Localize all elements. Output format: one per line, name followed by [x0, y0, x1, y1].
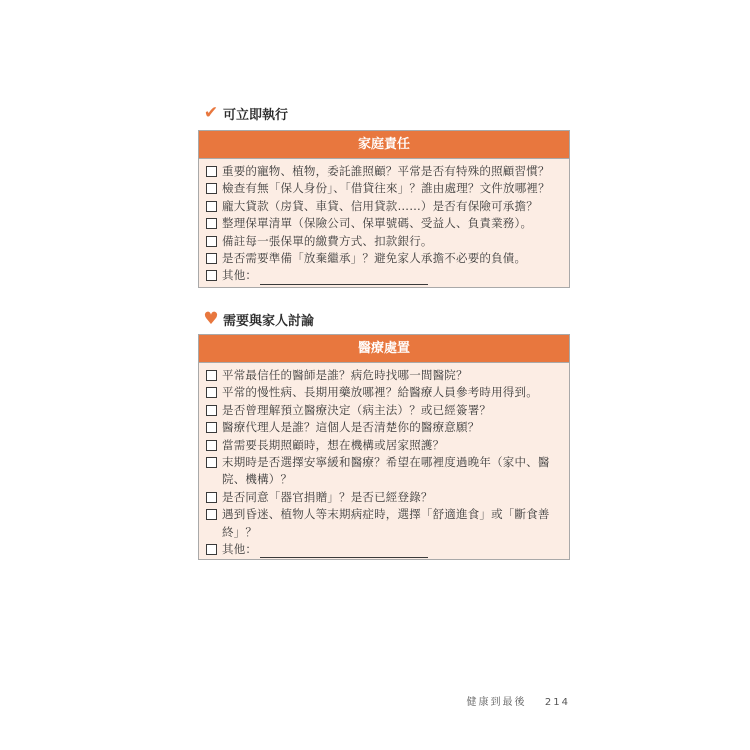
checklist-item-text: 整理保單清單（保險公司、保單號碼、受益人、負責業務）。 [222, 216, 533, 231]
checklist-item [206, 163, 563, 180]
checkbox[interactable] [206, 387, 217, 398]
checklist-item-text: 龐大貸款（房貸、車貸、信用貸款……）是否有保險可承擔？ [222, 198, 538, 213]
checklist-item-other [206, 541, 563, 558]
checkbox[interactable] [206, 422, 217, 433]
checkbox[interactable] [206, 201, 217, 212]
checklist-item-text: 是否曾理解預立醫療決定（病主法）？或已經簽署？ [222, 402, 492, 417]
checkbox[interactable] [206, 440, 217, 451]
checklist-item [206, 489, 563, 506]
other-label-text: 其他： [222, 542, 258, 557]
checkbox[interactable] [206, 270, 217, 281]
checkbox[interactable] [206, 457, 217, 468]
checklist-item-text: 醫療代理人是誰？這個人是否清楚你的醫療意願？ [222, 420, 480, 435]
checkmark-icon: ✔ [203, 103, 219, 123]
checklist-item [206, 198, 563, 215]
checklist-item-other [206, 267, 563, 284]
heart-icon: ♥ [203, 309, 219, 329]
section-heading-text: 可立即執行 [223, 108, 289, 123]
section-heading-discuss [203, 310, 314, 329]
checklist [199, 159, 569, 289]
checklist-item [206, 180, 563, 197]
book-title: 健康到最後 [466, 697, 527, 708]
checkbox[interactable] [206, 509, 217, 520]
checkbox[interactable] [206, 183, 217, 194]
checkbox[interactable] [206, 166, 217, 177]
box-title: 家庭責任 [199, 131, 569, 159]
checklist-item [206, 437, 563, 454]
checkbox[interactable] [206, 405, 217, 416]
section-heading-text: 需要與家人討論 [223, 314, 315, 329]
checklist-item [206, 367, 563, 384]
checklist-item-text: 重要的寵物、植物，委託誰照顧？平常是否有特殊的照顧習慣？ [222, 164, 550, 178]
checkbox[interactable] [206, 253, 217, 264]
checklist-item-text: 平常最信任的醫師是誰？病危時找哪一間醫院？ [222, 368, 468, 382]
other-label [222, 541, 563, 558]
checklist-item [206, 215, 563, 232]
box-title: 醫療處置 [199, 335, 569, 363]
checklist-item [206, 384, 563, 401]
checklist-item [206, 506, 563, 541]
checklist-box-medical [198, 334, 570, 560]
checklist-item-text: 是否同意「器官捐贈」？是否已經登錄？ [222, 489, 433, 504]
section-heading-immediate [203, 104, 288, 123]
other-label-text: 其他： [222, 268, 258, 283]
checklist-item [206, 250, 563, 267]
checklist-item-text: 遇到昏迷、植物人等末期病症時，選擇「舒適進食」或「斷食善終」？ [222, 507, 550, 539]
page-footer [448, 693, 570, 708]
checklist-item-text: 是否需要準備「放棄繼承」？避免家人承擔不必要的負債。 [222, 251, 527, 266]
checkbox[interactable] [206, 544, 217, 555]
checkbox[interactable] [206, 492, 217, 503]
checklist [199, 363, 569, 562]
checkbox[interactable] [206, 236, 217, 247]
checklist-item [206, 402, 563, 419]
page-number: 214 [544, 697, 570, 708]
checkbox[interactable] [206, 370, 217, 381]
checklist-item-text: 當需要長期照顧時，想在機構或居家照護？ [222, 437, 445, 452]
other-fill-in-line[interactable] [260, 272, 428, 285]
checklist-item [206, 419, 563, 436]
checklist-item-text: 檢查有無「保人身份」、「借貸往來」？誰由處理？文件放哪裡？ [222, 181, 550, 196]
checklist-item [206, 233, 563, 250]
checklist-item-text: 備註每一張保單的繳費方式、扣款銀行。 [222, 233, 433, 248]
checklist-item-text: 末期時是否選擇安寧緩和醫療？希望在哪裡度過晚年（家中、醫院、機構）？ [222, 455, 550, 487]
checklist-item [206, 454, 563, 489]
checkbox[interactable] [206, 218, 217, 229]
other-label [222, 267, 563, 284]
checklist-item-text: 平常的慢性病、長期用藥放哪裡？給醫療人員參考時用得到。 [222, 385, 538, 400]
checklist-box-family [198, 130, 570, 288]
other-fill-in-line[interactable] [260, 545, 428, 558]
